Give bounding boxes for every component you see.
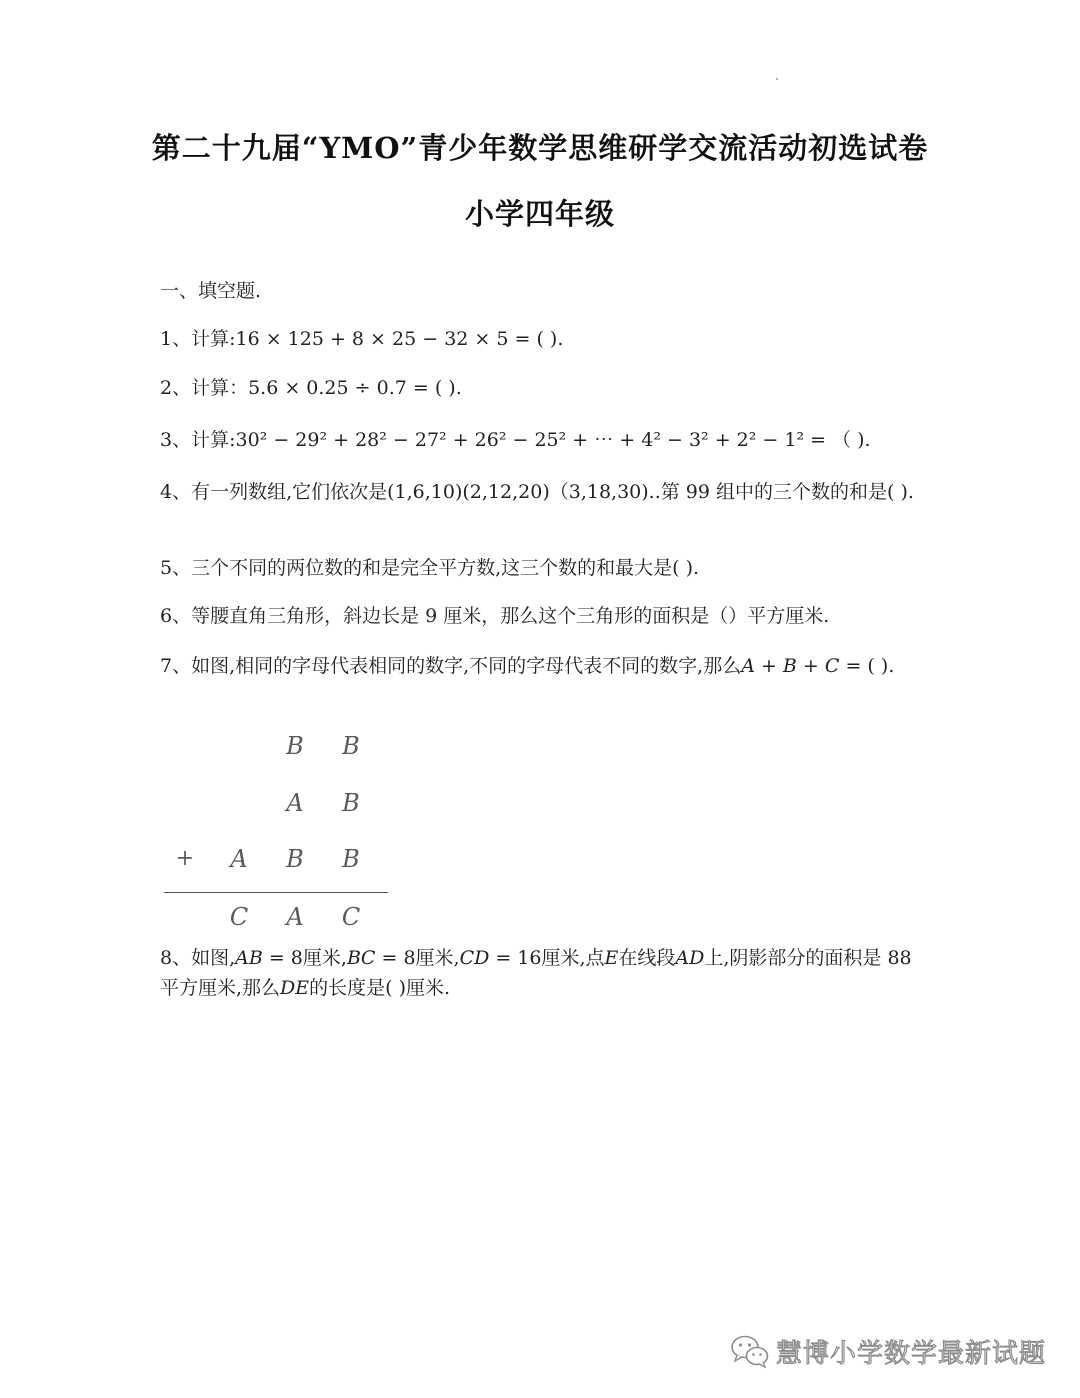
puzzle-letter: B [342, 732, 360, 760]
sum-rule [164, 892, 388, 893]
watermark-text: 慧博小学数学最新试题 [776, 1338, 1047, 1369]
puzzle-letter: B [342, 845, 360, 873]
scan-speck [776, 78, 778, 80]
section-heading: 一、填空题. [160, 280, 262, 302]
puzzle-letter: B [342, 789, 360, 817]
question-7: 7、如图,相同的字母代表相同的数字,不同的字母代表不同的数字,那么𝐴 + 𝐵 + 𝐶 = ( ). [160, 655, 895, 677]
question-5: 5、三个不同的两位数的和是完全平方数,这三个数的和最大是( ). [160, 557, 700, 579]
puzzle-letter: C [229, 903, 249, 931]
puzzle-letter: B [286, 732, 304, 760]
question-4: 4、有一列数组,它们依次是(1,6,10)(2,12,20)（3,18,30)..第 99 组中的三个数的和是( ). [160, 481, 914, 503]
puzzle-letter: A [286, 903, 304, 931]
question-6: 6、等腰直角三角形，斜边长是 9 厘米，那么这个三角形的面积是（）平方厘米. [160, 605, 830, 627]
puzzle-letter: B [286, 845, 304, 873]
question-2: 2、计算：5.6 × 0.25 ÷ 0.7 = ( ). [160, 377, 462, 399]
question-8: 8、如图,𝐴𝐵 = 8厘米,𝐵𝐶 = 8厘米,𝐶𝐷 = 16厘米,点𝐸在线段𝐴𝐷上,阴影部分的面积是 88 平方厘米,那么𝐷𝐸的长度是( )厘米. [160, 947, 912, 999]
puzzle-letter: A [230, 845, 248, 873]
addition-puzzle-figure [160, 728, 400, 938]
question-1: 1、计算:16 × 125 + 8 × 25 − 32 × 5 = ( ). [160, 328, 564, 350]
puzzle-letter: C [341, 903, 361, 931]
page-title: 第二十九届“YMO”青少年数学思维研学交流活动初选试卷 [151, 131, 929, 165]
plus-sign: + [175, 846, 195, 871]
question-3: 3、计算:30² − 29² + 28² − 27² + 26² − 25² + ⋯ + 4² − 3² + 2² − 1² = （ ). [160, 429, 871, 451]
puzzle-letter: A [286, 789, 304, 817]
page-subtitle: 小学四年级 [464, 197, 615, 231]
watermark [730, 1328, 1060, 1374]
wechat-icon [730, 1333, 770, 1369]
